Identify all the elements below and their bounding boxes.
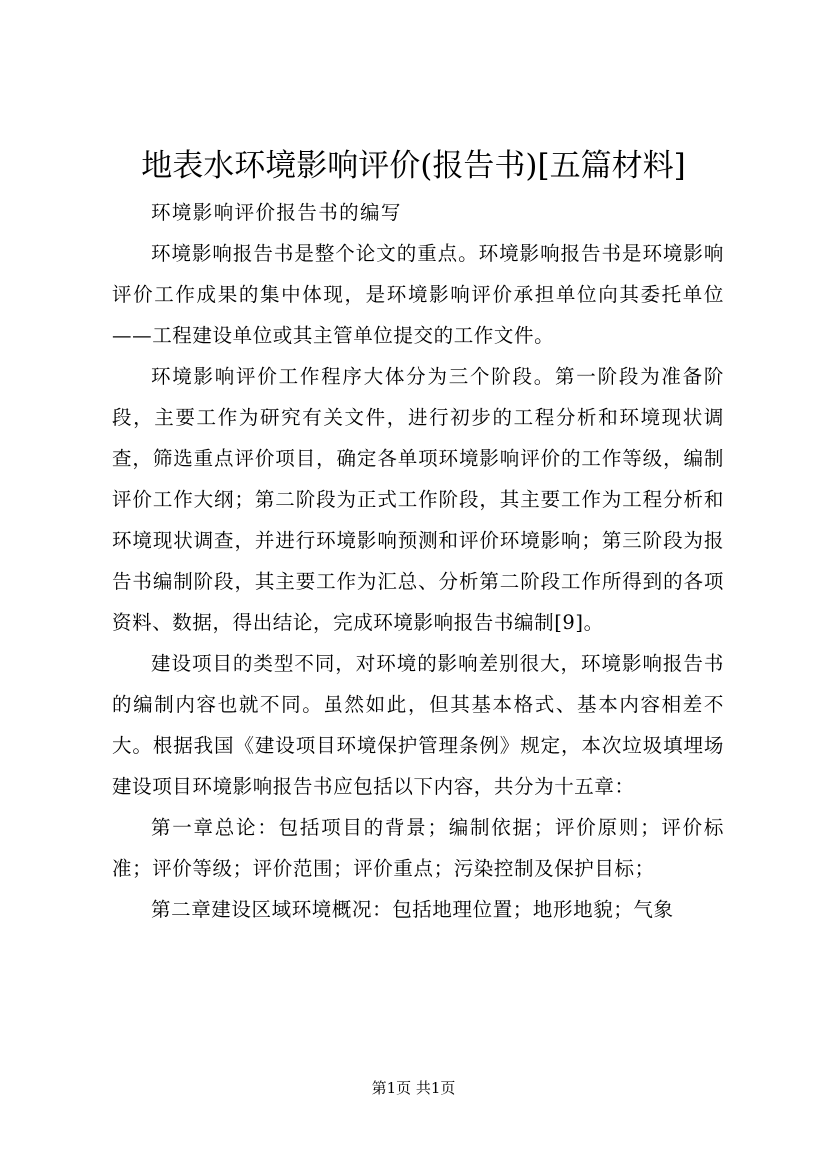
document-title: 地表水环境影响评价(报告书)[五篇材料]	[141, 148, 686, 184]
paragraph: 建设项目的类型不同，对环境的影响差别很大，环境影响报告书的编制内容也就不同。虽然如此，但其基本格式、基本内容相差不大。根据我国《建设项目环境保护管理条例》规定，本次垃圾填埋场建设项目环境影响报告书应包括以下内容，共分为十五章：	[112, 652, 724, 798]
section-heading: 环境影响评价报告书的编写	[151, 201, 402, 224]
document-body	[112, 192, 724, 930]
paragraph: 环境影响报告书是整个论文的重点。环境影响报告书是环境影响评价工作成果的集中体现，是环境影响评价承担单位向其委托单位——工程建设单位或其主管单位提交的工作文件。	[112, 242, 724, 347]
paragraph: 第二章建设区域环境概况：包括地理位置；地形地貌；气象	[151, 898, 674, 921]
paragraph: 第一章总论：包括项目的背景；编制依据；评价原则；评价标准；评价等级；评价范围；评价重点；污染控制及保护目标；	[112, 816, 724, 880]
paragraph: 环境影响评价工作程序大体分为三个阶段。第一阶段为准备阶段，主要工作为研究有关文件，进行初步的工程分析和环境现状调查，筛选重点评价项目，确定各单项环境影响评价的工作等级，编制评价工作大纲；第二阶段为正式工作阶段，其主要工作为工程分析和环境现状调查，并进行环境影响预测和评价环境影响；第三阶段为报告书编制阶段，其主要工作为汇总、分析第二阶段工作所得到的各项资料、数据，得出结论，完成环境影响报告书编制[9]。	[112, 365, 724, 634]
page-number-footer: 第1页 共1页	[371, 1079, 456, 1097]
